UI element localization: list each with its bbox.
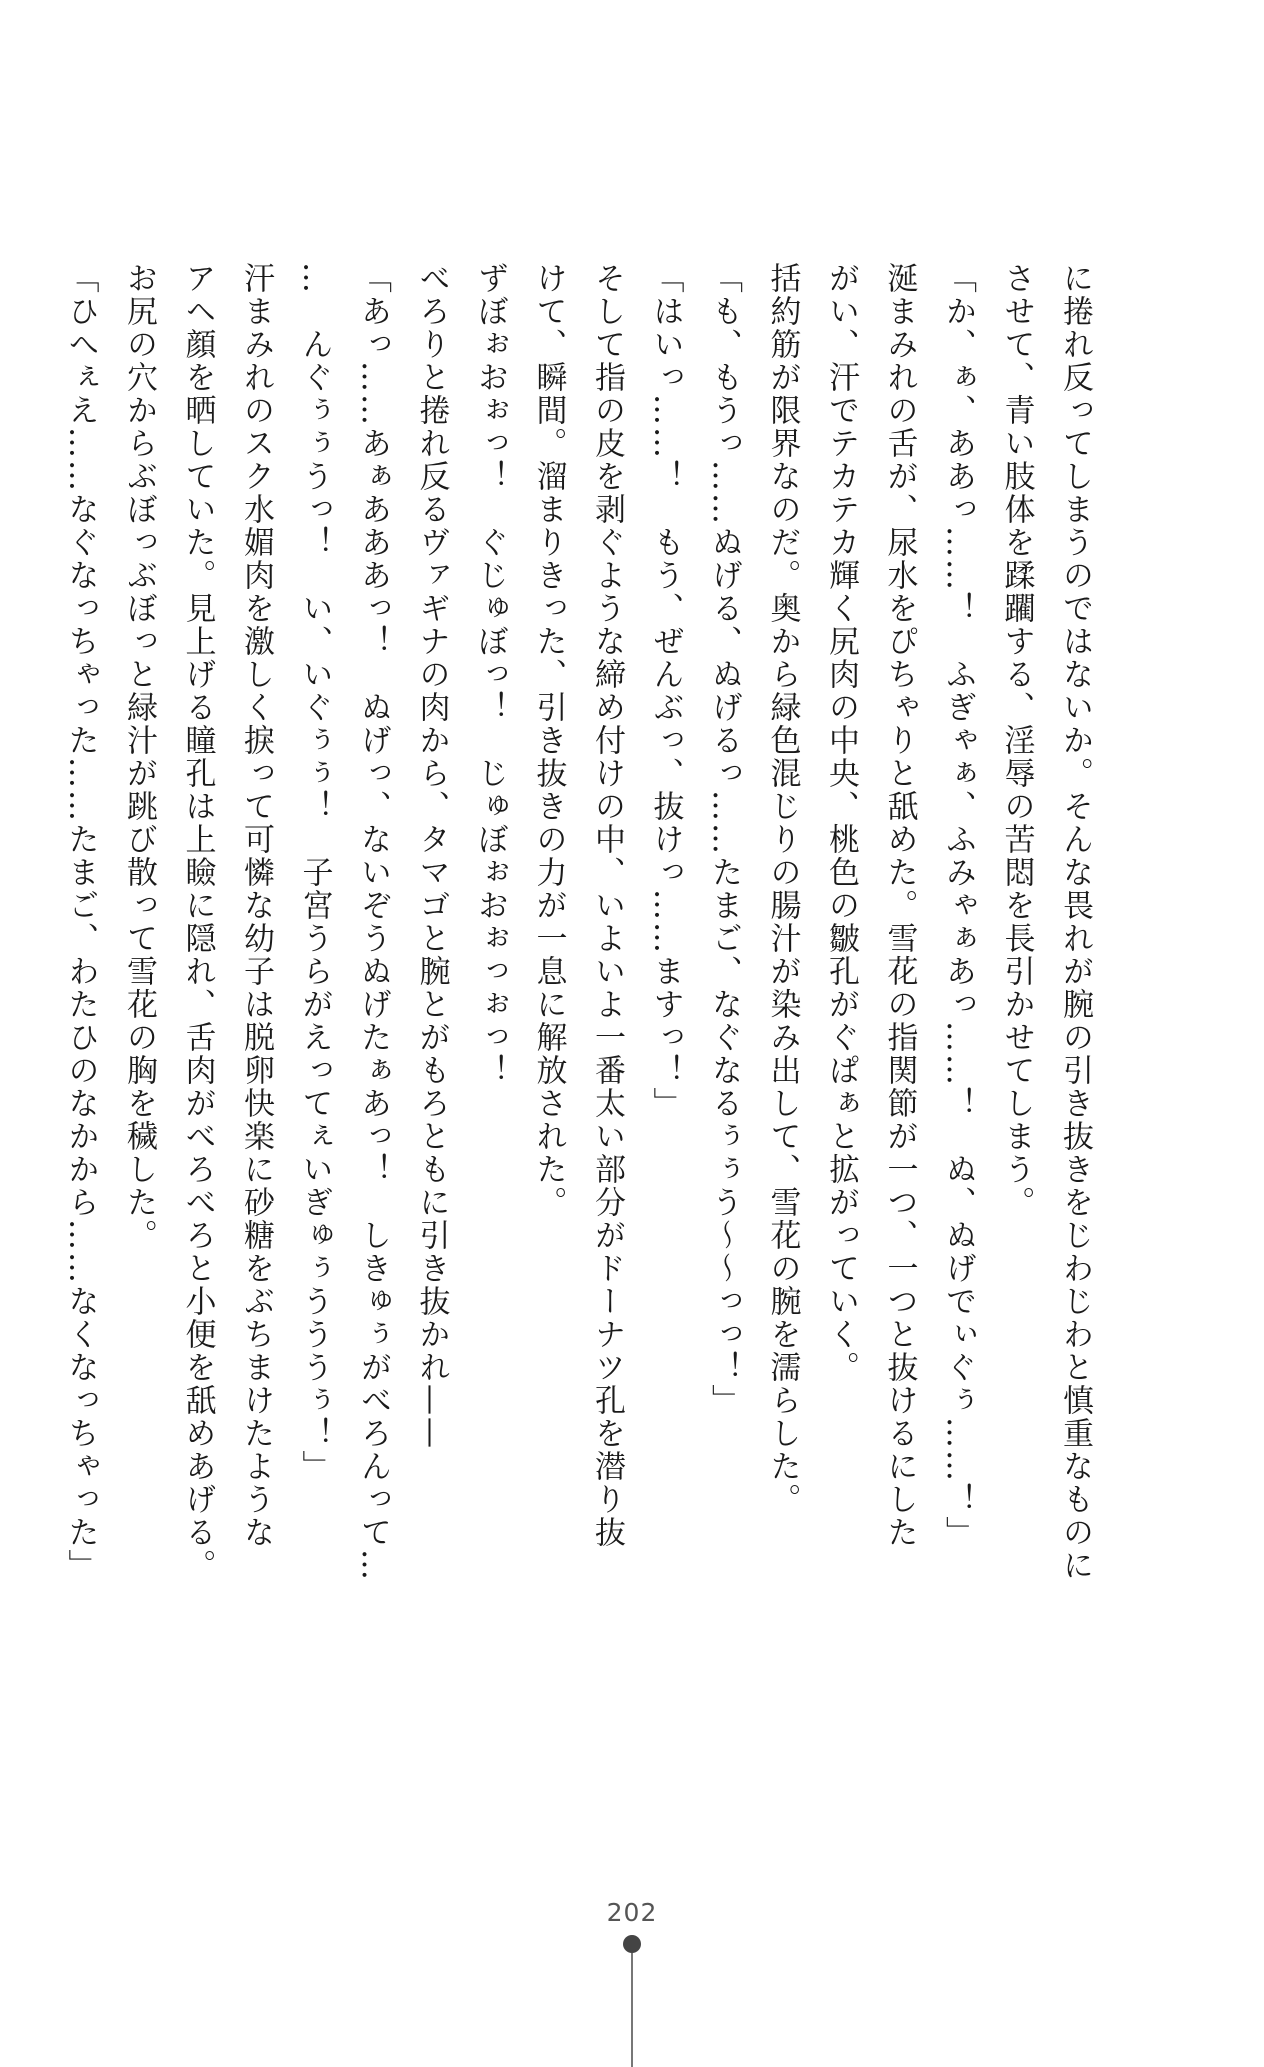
text-line: お尻の穴からぶぼっぶぼっと緑汁が跳び散って雪花の胸を穢した。 (121, 262, 157, 1252)
page-footer (0, 1898, 1264, 1927)
footer-rule (631, 1953, 633, 2067)
text-line: 「か、ぁ、ああっ……！ ふぎゃぁ、ふみゃぁあっ……！ ぬ、ぬげでぃぐぅ……！」 (940, 262, 976, 1549)
text-line: 「も、もうっ……ぬげる、ぬげるっ……たまご、なぐなるぅぅう〜〜っっ！」 (706, 262, 742, 1417)
text-line: に捲れ反ってしまうのではないか。そんな畏れが腕の引き抜きをじわじわと慎重なものに (1057, 262, 1093, 1582)
footer-dot-icon (623, 1935, 641, 1953)
text-line: … んぐぅぅうっ！ い、いぐぅぅ！ 子宮うらがえってぇいぎゅぅうううぅ！」 (296, 262, 333, 1483)
text-line: 「ひへぇえ……なぐなっちゃった……たまご、わたひのなかから……なくなっちゃった」 (62, 262, 99, 1582)
page-number: 202 (606, 1898, 658, 1927)
footer-ornament (622, 1935, 642, 2067)
text-line: けて、瞬間。溜まりきった、引き抜きの力が一息に解放された。 (530, 262, 567, 1219)
text-line: 「はいっ……！ もう、ぜんぶっ、抜けっ……ますっ！」 (647, 262, 684, 1120)
text-line: 汗まみれのスク水媚肉を激しく捩って可憐な幼子は脱卵快楽に砂糖をぶちまけたような (238, 262, 274, 1549)
text-line: させて、青い肢体を蹂躙する、淫辱の苦悶を長引かせてしまう。 (998, 262, 1035, 1219)
text-line: アヘ顔を晒していた。見上げる瞳孔は上瞼に隠れ、舌肉がべろべろと小便を舐めあげる。 (179, 262, 216, 1582)
text-line: ずぼぉおぉっ！ ぐじゅぼっ！ じゅぼぉおぉっぉっ！ (472, 262, 508, 1087)
text-line: べろりと捲れ反るヴァギナの肉から、タマゴと腕とがもろともに引き抜かれ—— (413, 262, 450, 1450)
vertical-text-body (62, 262, 1104, 1652)
text-line: 括約筋が限界なのだ。奥から緑色混じりの腸汁が染み出して、雪花の腕を濡らした。 (764, 262, 801, 1516)
text-line: 「あっ……あぁあああっ！ ぬげっ、ないぞうぬげたぁあっ！ しきゅぅがべろんって… (355, 262, 391, 1582)
text-line: 涎まみれの舌が、尿水をぴちゃりと舐めた。雪花の指関節が一つ、一つと抜けるにした (881, 262, 918, 1549)
text-line: そして指の皮を剥ぐような締め付けの中、いよいよ一番太い部分がドーナツ孔を潜り抜 (589, 262, 625, 1549)
text-line: がい、汗でテカテカ輝く尻肉の中央、桃色の皺孔がぐぱぁと拡がっていく。 (823, 262, 859, 1384)
